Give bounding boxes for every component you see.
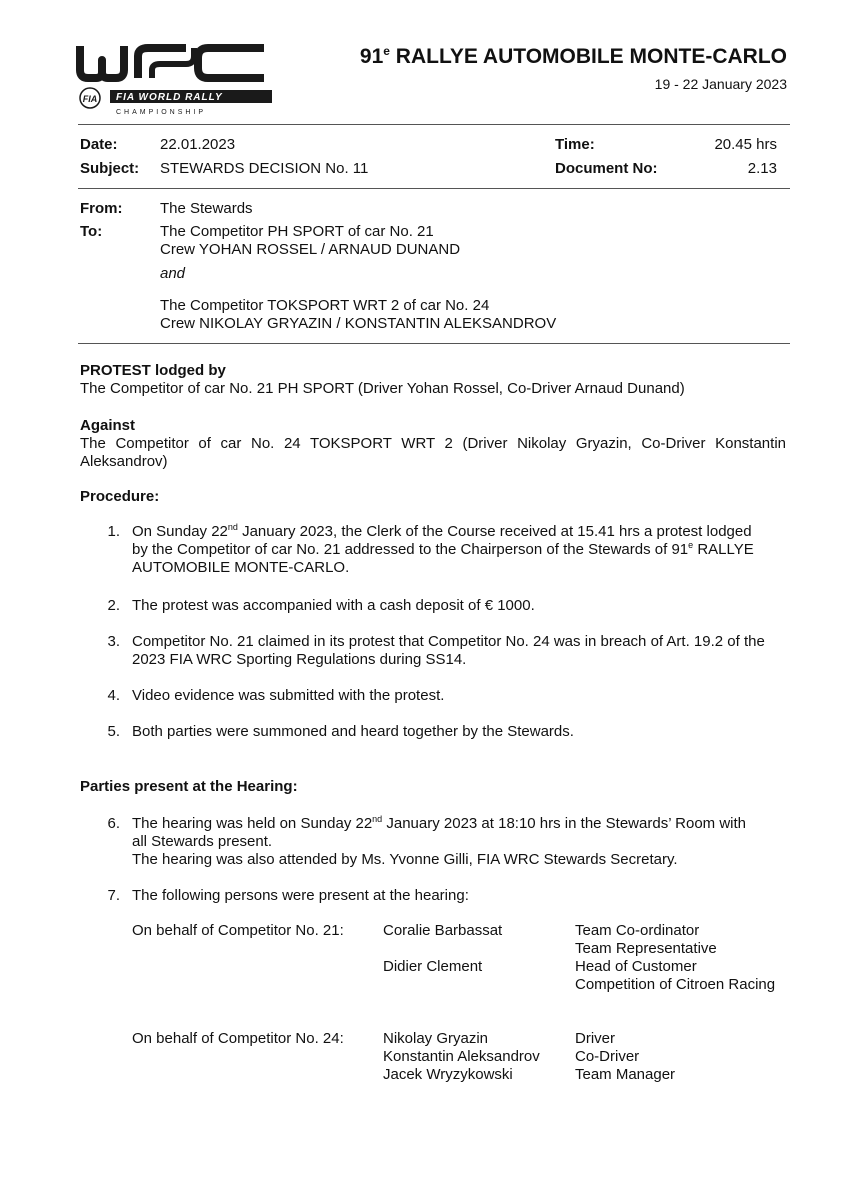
attendee-name: Coralie Barbassat xyxy=(383,922,503,939)
date-value: 22.01.2023 xyxy=(160,136,236,153)
date-label: Date: xyxy=(80,136,118,153)
protest-heading: PROTEST lodged by xyxy=(80,362,226,379)
against-heading: Against xyxy=(80,417,136,434)
attendee-name: Nikolay Gryazin xyxy=(383,1030,489,1047)
competitor-24-label: On behalf of Competitor No. 24: xyxy=(132,1030,344,1047)
attendee-name: Jacek Wryzykowski xyxy=(383,1066,513,1083)
against-line-1: The Competitor of car No. 24 TOKSPORT WRT 2 (Driver Nikolay Gryazin, Co-Driver Konstantin xyxy=(80,435,786,452)
time-value: 20.45 hrs xyxy=(714,136,777,153)
address-divider xyxy=(78,343,790,344)
to-label: To: xyxy=(80,223,103,240)
parties-item-7: The following persons were present at the hearing: xyxy=(132,887,469,904)
attendee-role: Team Representative xyxy=(575,940,717,957)
procedure-item-4: Video evidence was submitted with the protest. xyxy=(132,687,445,704)
meta-divider xyxy=(78,188,790,189)
docno-label: Document No: xyxy=(555,160,658,177)
parties-item-6-line-3: The hearing was also attended by Ms. Yvonne Gilli, FIA WRC Stewards Secretary. xyxy=(132,851,678,868)
against-line-2: Aleksandrov) xyxy=(80,453,168,470)
attendee-role: Co-Driver xyxy=(575,1048,640,1065)
time-label: Time: xyxy=(555,136,595,153)
attendee-name: Didier Clement xyxy=(383,958,483,975)
event-dates: 19 - 22 January 2023 xyxy=(654,76,787,92)
fia-badge-text: FIA xyxy=(82,94,98,104)
from-value: The Stewards xyxy=(160,200,253,217)
procedure-item-3-line-1: Competitor No. 21 claimed in its protest that Competitor No. 24 was in breach of Art. 19.2 of the xyxy=(132,633,765,650)
parties-item-6-line-1: The hearing was held on Sunday 22nd January 2023 at 18:10 hrs in the Stewards’ Room with xyxy=(132,814,746,832)
attendee-role: Team Co-ordinator xyxy=(575,922,700,939)
event-title: 91e RALLYE AUTOMOBILE MONTE-CARLO xyxy=(359,44,787,68)
procedure-item-3-line-2: 2023 FIA WRC Sporting Regulations during SS14. xyxy=(132,651,467,668)
procedure-heading: Procedure: xyxy=(80,488,160,505)
attendee-name: Konstantin Aleksandrov xyxy=(383,1048,540,1065)
procedure-item-1-line-1: On Sunday 22nd January 2023, the Clerk of the Course received at 15.41 hrs a protest lodged xyxy=(132,522,752,540)
to-line-2: Crew YOHAN ROSSEL / ARNAUD DUNAND xyxy=(160,241,461,258)
attendee-role: Team Manager xyxy=(575,1066,676,1083)
item-number: 2. xyxy=(107,597,120,614)
attendee-role: Head of Customer xyxy=(575,958,697,975)
procedure-item-5: Both parties were summoned and heard together by the Stewards. xyxy=(132,723,574,740)
from-label: From: xyxy=(80,200,123,217)
protest-text: The Competitor of car No. 21 PH SPORT (Driver Yohan Rossel, Co-Driver Arnaud Dunand) xyxy=(80,380,685,397)
competitor-21-label: On behalf of Competitor No. 21: xyxy=(132,922,344,939)
attendee-role: Driver xyxy=(575,1030,615,1047)
item-number: 1. xyxy=(107,523,120,540)
item-number: 3. xyxy=(107,633,120,650)
parties-heading: Parties present at the Hearing: xyxy=(80,778,298,795)
logo-subtitle-2: CHAMPIONSHIP xyxy=(116,109,207,116)
header-divider xyxy=(78,124,790,125)
logo-subtitle-1: FIA WORLD RALLY xyxy=(116,92,223,103)
item-number: 5. xyxy=(107,723,120,740)
attendee-role: Competition of Citroen Racing xyxy=(575,976,776,993)
to-line-4: Crew NIKOLAY GRYAZIN / KONSTANTIN ALEKSANDROV xyxy=(160,315,557,332)
item-number: 6. xyxy=(107,815,120,832)
docno-value: 2.13 xyxy=(747,160,777,177)
procedure-item-1-line-3: AUTOMOBILE MONTE-CARLO. xyxy=(132,559,350,576)
subject-value: STEWARDS DECISION No. 11 xyxy=(160,160,369,177)
wrc-logo xyxy=(76,40,276,120)
to-and: and xyxy=(160,265,186,282)
item-number: 4. xyxy=(107,687,120,704)
to-line-1: The Competitor PH SPORT of car No. 21 xyxy=(160,223,434,240)
to-line-3: The Competitor TOKSPORT WRT 2 of car No. 24 xyxy=(160,297,490,314)
subject-label: Subject: xyxy=(80,160,140,177)
procedure-item-1-line-2: by the Competitor of car No. 21 addressed to the Chairperson of the Stewards of 91e RALLYE xyxy=(132,540,754,558)
item-number: 7. xyxy=(107,887,120,904)
procedure-item-2: The protest was accompanied with a cash deposit of € 1000. xyxy=(132,597,535,614)
parties-item-6-line-2: all Stewards present. xyxy=(132,833,273,850)
